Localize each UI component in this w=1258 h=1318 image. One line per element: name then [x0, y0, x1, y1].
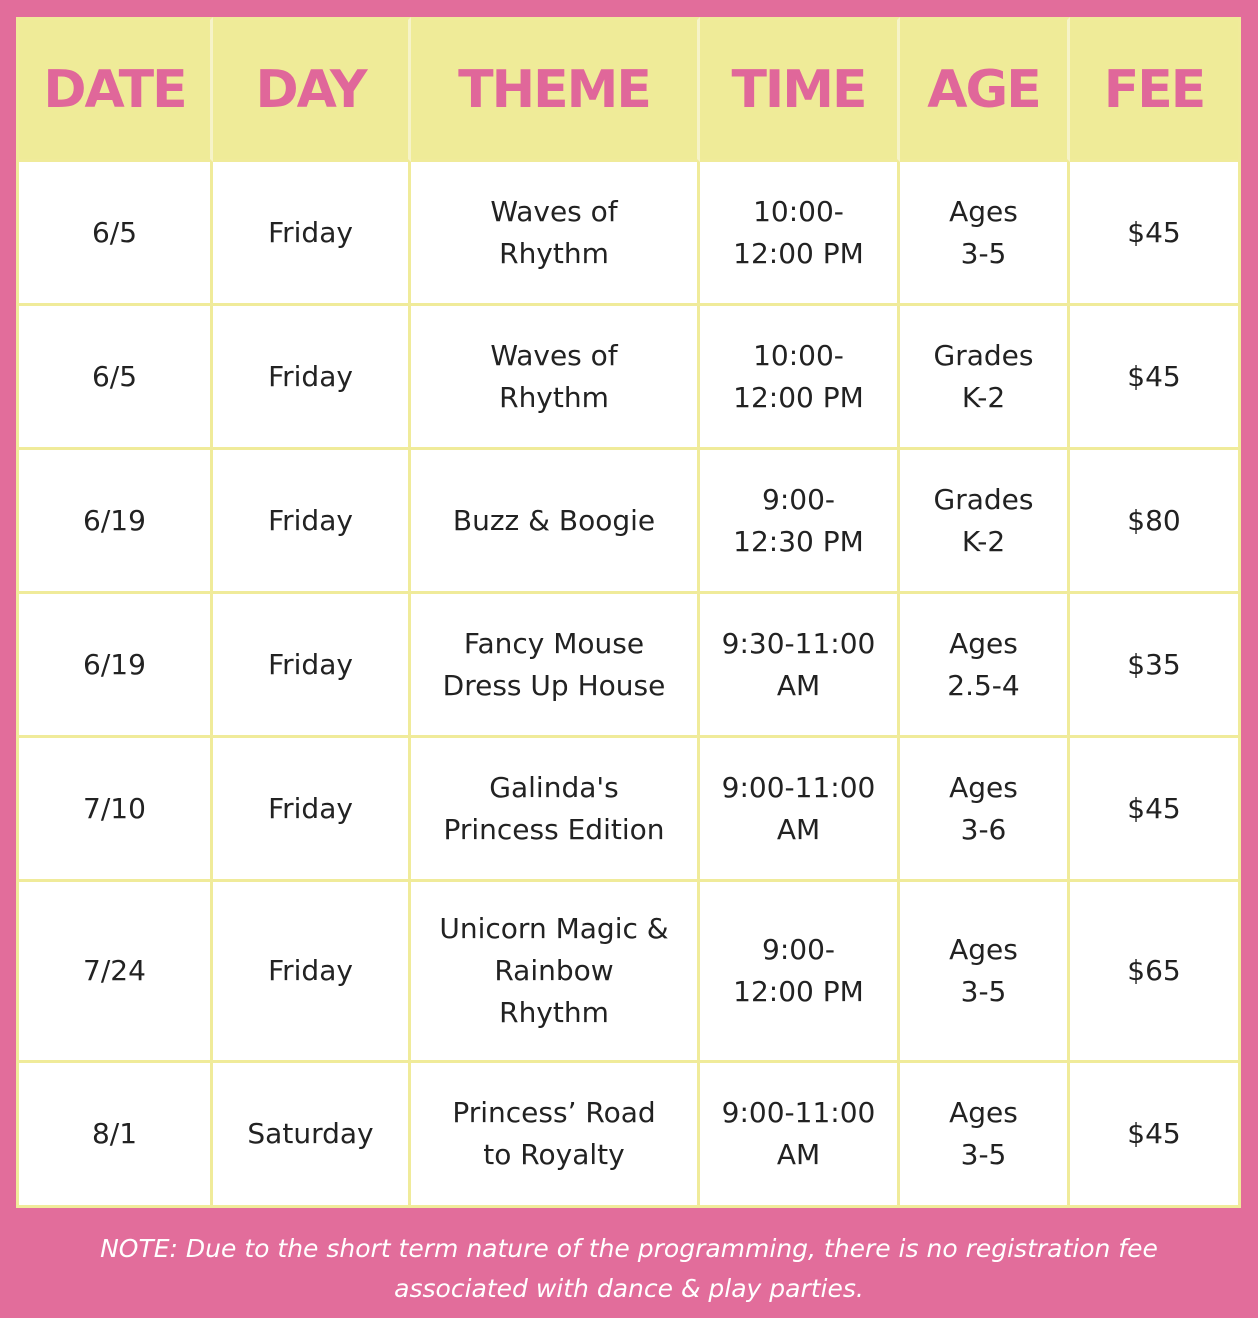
header-theme: THEME	[411, 17, 700, 162]
cell-time	[700, 882, 900, 1063]
cell-age	[900, 882, 1070, 1063]
theme-line: Dress Up House	[442, 668, 666, 702]
theme-line: Unicorn Magic &	[439, 912, 669, 945]
cell-time	[700, 1063, 900, 1208]
theme-line: Buzz & Boogie	[452, 503, 656, 537]
header-date: DATE	[16, 17, 213, 162]
footnote-line: associated with dance & play parties.	[394, 1274, 864, 1303]
time-line: 12:00 PM	[733, 380, 864, 414]
time-line: 9:30-11:00	[721, 626, 876, 660]
age-line: Grades	[933, 482, 1034, 516]
header-time: TIME	[700, 17, 900, 162]
theme-line: Waves of	[490, 194, 618, 228]
theme-line: Rainbow	[494, 954, 614, 987]
age-line: Ages	[949, 933, 1018, 966]
cell-day: Friday	[213, 306, 411, 450]
time-line: 9:00-	[762, 933, 835, 966]
table-row	[16, 1063, 1241, 1208]
header-day: DAY	[213, 17, 411, 162]
time-line: 12:00 PM	[733, 975, 864, 1008]
cell-day: Friday	[213, 162, 411, 306]
cell-theme	[411, 594, 700, 738]
time-line: AM	[776, 1138, 821, 1171]
time-line: 9:00-	[762, 482, 835, 516]
cell-date: 6/19	[16, 450, 213, 594]
table-row	[16, 882, 1241, 1063]
cell-theme	[411, 882, 700, 1063]
table-row	[16, 738, 1241, 882]
cell-time	[700, 450, 900, 594]
cell-day: Friday	[213, 450, 411, 594]
theme-line: Rhythm	[499, 996, 609, 1029]
schedule-table	[16, 17, 1241, 1208]
cell-age	[900, 738, 1070, 882]
theme-line: Galinda's	[489, 770, 619, 804]
theme-line: to Royalty	[483, 1138, 625, 1171]
theme-line: Princess Edition	[443, 812, 665, 846]
cell-date: 6/19	[16, 594, 213, 738]
age-line: Grades	[933, 338, 1034, 372]
header-fee: FEE	[1070, 17, 1241, 162]
cell-theme	[411, 450, 700, 594]
cell-theme	[411, 1063, 700, 1208]
time-line: AM	[776, 668, 821, 702]
table-row	[16, 306, 1241, 450]
age-line: 3-5	[960, 236, 1007, 270]
age-line: Ages	[949, 770, 1018, 804]
cell-day: Saturday	[213, 1063, 411, 1208]
cell-day: Friday	[213, 738, 411, 882]
footnote	[0, 1229, 1258, 1309]
time-line: 12:00 PM	[733, 236, 864, 270]
cell-age	[900, 306, 1070, 450]
cell-fee: $80	[1070, 450, 1241, 594]
theme-line: Princess’ Road	[452, 1096, 656, 1129]
cell-age	[900, 594, 1070, 738]
age-line: 2.5-4	[947, 668, 1020, 702]
age-line: Ages	[949, 626, 1018, 660]
cell-date: 7/10	[16, 738, 213, 882]
cell-theme	[411, 306, 700, 450]
table-row	[16, 594, 1241, 738]
time-line: 10:00-	[753, 338, 844, 372]
cell-fee: $65	[1070, 882, 1241, 1063]
age-line: 3-5	[960, 1138, 1007, 1171]
header-row	[16, 17, 1241, 162]
cell-age	[900, 162, 1070, 306]
cell-day: Friday	[213, 882, 411, 1063]
theme-line: Fancy Mouse	[463, 626, 645, 660]
footnote-line: NOTE: Due to the short term nature of the programming, there is no registration fee	[100, 1234, 1158, 1263]
cell-age	[900, 450, 1070, 594]
cell-time	[700, 594, 900, 738]
time-line: 10:00-	[753, 194, 844, 228]
cell-theme	[411, 162, 700, 306]
cell-date: 7/24	[16, 882, 213, 1063]
cell-fee: $45	[1070, 1063, 1241, 1208]
table-row	[16, 450, 1241, 594]
time-line: 12:30 PM	[733, 524, 864, 558]
time-line: 9:00-11:00	[721, 770, 876, 804]
theme-line: Waves of	[490, 338, 618, 372]
age-line: 3-6	[960, 812, 1007, 846]
cell-day: Friday	[213, 594, 411, 738]
time-line: 9:00-11:00	[721, 1096, 876, 1129]
cell-date: 8/1	[16, 1063, 213, 1208]
cell-fee: $45	[1070, 738, 1241, 882]
cell-theme	[411, 738, 700, 882]
schedule-table-container	[16, 17, 1241, 1208]
cell-fee: $35	[1070, 594, 1241, 738]
table-row	[16, 162, 1241, 306]
age-line: K-2	[961, 380, 1006, 414]
header-age: AGE	[900, 17, 1070, 162]
cell-age	[900, 1063, 1070, 1208]
cell-date: 6/5	[16, 162, 213, 306]
cell-time	[700, 738, 900, 882]
theme-line: Rhythm	[499, 236, 609, 270]
cell-time	[700, 306, 900, 450]
age-line: K-2	[961, 524, 1006, 558]
time-line: AM	[776, 812, 821, 846]
cell-date: 6/5	[16, 306, 213, 450]
cell-time	[700, 162, 900, 306]
age-line: 3-5	[960, 975, 1007, 1008]
age-line: Ages	[949, 194, 1018, 228]
age-line: Ages	[949, 1096, 1018, 1129]
cell-fee: $45	[1070, 306, 1241, 450]
theme-line: Rhythm	[499, 380, 609, 414]
cell-fee: $45	[1070, 162, 1241, 306]
